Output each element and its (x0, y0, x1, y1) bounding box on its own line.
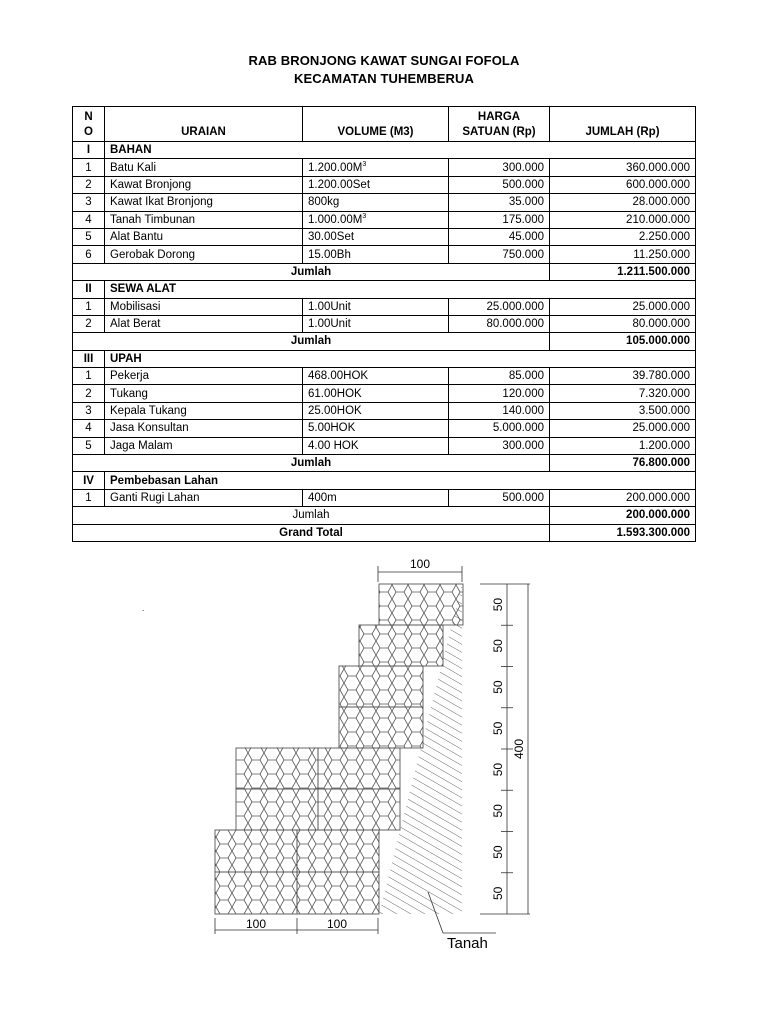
row-no: 6 (73, 246, 105, 263)
table-row (73, 228, 696, 245)
gabion-box (236, 748, 318, 789)
layer-height-label: 50 (491, 639, 505, 653)
row-volume: 1.00Unit (303, 298, 449, 315)
grand-total-label: Grand Total (73, 524, 550, 541)
row-no: 4 (73, 211, 105, 228)
table-row (73, 159, 696, 176)
grand-total-value: 1.593.300.000 (550, 524, 696, 541)
row-no: 4 (73, 420, 105, 437)
row-volume: $1.000.00M^3$ (303, 211, 449, 228)
row-volume: 1.200.00Set (303, 176, 449, 193)
stray-dot: . (142, 604, 145, 613)
row-jumlah: 11.250.000 (550, 246, 696, 263)
row-no: 2 (73, 315, 105, 332)
layer-height-label: 50 (491, 721, 505, 736)
bronjong-cross-section-drawing (200, 550, 530, 955)
section-name: Pembebasan Lahan (105, 472, 696, 489)
layer-height-label: 50 (491, 845, 505, 859)
row-jumlah: 600.000.000 (550, 176, 696, 193)
row-no: 5 (73, 228, 105, 245)
subtotal-label: Jumlah (73, 263, 550, 280)
row-no: 2 (73, 176, 105, 193)
row-jumlah: 360.000.000 (550, 159, 696, 176)
row-no: 1 (73, 298, 105, 315)
row-harga: 35.000 (449, 194, 550, 211)
row-harga: 500.000 (449, 176, 550, 193)
header-no (73, 107, 105, 142)
document-title: RAB BRONJONG KAWAT SUNGAI FOFOLA (248, 53, 520, 68)
row-uraian: Kawat Ikat Bronjong (105, 194, 303, 211)
table-row (73, 211, 696, 228)
row-no: 3 (73, 194, 105, 211)
row-volume: 4.00 HOK (303, 437, 449, 454)
row-harga: 5.000.000 (449, 420, 550, 437)
row-volume: 61.00HOK (303, 385, 449, 402)
table-row (73, 315, 696, 332)
table-row (73, 489, 696, 506)
row-volume: 25.00HOK (303, 402, 449, 419)
layer-height-label: 50 (491, 680, 505, 694)
table-row (73, 246, 696, 263)
subtotal-value: 76.800.000 (550, 455, 696, 472)
row-jumlah: 2.250.000 (550, 228, 696, 245)
row-jumlah: 80.000.000 (550, 315, 696, 332)
row-uraian: Gerobak Dorong (105, 246, 303, 263)
row-harga: 85.000 (449, 368, 550, 385)
layer-height-label: 50 (491, 804, 505, 818)
row-harga: 300.000 (449, 159, 550, 176)
document-subtitle: KECAMATAN TUHEMBERUA (294, 71, 474, 86)
header-harga (449, 107, 550, 142)
subtotal-label: Jumlah (73, 333, 550, 350)
section-name: UPAH (105, 350, 696, 367)
row-no: 1 (73, 159, 105, 176)
total-height-label: 400 (512, 738, 526, 760)
gabion-box (359, 625, 443, 666)
section-name: BAHAN (105, 142, 696, 159)
subtotal-label: Jumlah (73, 455, 550, 472)
top-dimension (378, 557, 462, 582)
section-header-row (73, 350, 696, 367)
row-volume: 30.00Set (303, 228, 449, 245)
gabion-box (318, 789, 400, 830)
header-harga-bottom: SATUAN (Rp) (462, 126, 536, 138)
row-volume: 400m (303, 489, 449, 506)
row-uraian: Mobilisasi (105, 298, 303, 315)
header-harga-top: HARGA (477, 111, 521, 123)
gabion-box (215, 830, 297, 872)
table-row (73, 298, 696, 315)
row-jumlah: 210.000.000 (550, 211, 696, 228)
row-harga: 750.000 (449, 246, 550, 263)
row-jumlah: 39.780.000 (550, 368, 696, 385)
row-volume: 1.00Unit (303, 315, 449, 332)
gabion-box (339, 666, 423, 707)
row-volume: 5.00HOK (303, 420, 449, 437)
table-row (73, 402, 696, 419)
row-jumlah: 1.200.000 (550, 437, 696, 454)
row-uraian: Batu Kali (105, 159, 303, 176)
header-uraian: URAIAN (105, 107, 303, 142)
row-no: 1 (73, 368, 105, 385)
table-header-row (73, 107, 696, 142)
subtotal-row (73, 455, 696, 472)
gabion-box (215, 872, 297, 914)
grand-total-row (73, 524, 696, 541)
row-harga: 140.000 (449, 402, 550, 419)
bottom-dimension (215, 917, 378, 934)
row-jumlah: 25.000.000 (550, 420, 696, 437)
row-no: 3 (73, 402, 105, 419)
table-row (73, 194, 696, 211)
row-jumlah: 25.000.000 (550, 298, 696, 315)
section-header-row (73, 472, 696, 489)
gabion-box (379, 584, 463, 625)
row-jumlah: 3.500.000 (550, 402, 696, 419)
row-uraian: Jaga Malam (105, 437, 303, 454)
row-uraian: Tukang (105, 385, 303, 402)
bottom-width-label-1: 100 (245, 917, 267, 931)
row-uraian: Alat Berat (105, 315, 303, 332)
row-harga: 80.000.000 (449, 315, 550, 332)
row-harga: 175.000 (449, 211, 550, 228)
header-volume: VOLUME (M3) (303, 107, 449, 142)
layer-height-label: 50 (491, 597, 505, 612)
row-uraian: Alat Bantu (105, 228, 303, 245)
table-row (73, 368, 696, 385)
height-dimensions (480, 584, 530, 914)
header-jumlah: JUMLAH (Rp) (550, 107, 696, 142)
table-row (73, 385, 696, 402)
header-no-bottom: O (84, 126, 93, 138)
subtotal-row (73, 333, 696, 350)
row-no: 2 (73, 385, 105, 402)
top-width-label: 100 (409, 557, 431, 571)
row-uraian: Kepala Tukang (105, 402, 303, 419)
subtotal-row (73, 263, 696, 280)
gabion-box (236, 789, 318, 830)
row-volume: 468.00HOK (303, 368, 449, 385)
row-jumlah: 7.320.000 (550, 385, 696, 402)
table-row (73, 176, 696, 193)
section-roman: IV (73, 472, 105, 489)
row-harga: 500.000 (449, 489, 550, 506)
gabion-box (318, 748, 400, 789)
section-name: SEWA ALAT (105, 281, 696, 298)
gabion-box (297, 830, 379, 872)
bottom-width-label-2: 100 (326, 917, 348, 931)
row-volume: 800kg (303, 194, 449, 211)
row-jumlah: 200.000.000 (550, 489, 696, 506)
layer-height-label: 50 (491, 762, 505, 777)
subtotal-value: 200.000.000 (550, 507, 696, 524)
row-uraian: Jasa Konsultan (105, 420, 303, 437)
gabion-box (297, 872, 379, 914)
row-no: 5 (73, 437, 105, 454)
row-uraian: Tanah Timbunan (105, 211, 303, 228)
section-roman: II (73, 281, 105, 298)
subtotal-row (73, 507, 696, 524)
layer-height-label: 50 (491, 886, 505, 901)
table-row (73, 437, 696, 454)
row-uraian: Ganti Rugi Lahan (105, 489, 303, 506)
table-row (73, 420, 696, 437)
row-jumlah: 28.000.000 (550, 194, 696, 211)
row-volume: 15.00Bh (303, 246, 449, 263)
volume-superscript: 3 (362, 160, 367, 168)
row-harga: 300.000 (449, 437, 550, 454)
row-harga: 25.000.000 (449, 298, 550, 315)
section-header-row (73, 281, 696, 298)
row-harga: 45.000 (449, 228, 550, 245)
section-roman: I (73, 142, 105, 159)
volume-superscript: 3 (362, 212, 367, 220)
section-roman: III (73, 350, 105, 367)
rab-table (72, 106, 696, 542)
header-no-top: N (84, 111, 93, 123)
row-uraian: Kawat Bronjong (105, 176, 303, 193)
gabion-box (339, 707, 423, 748)
row-harga: 120.000 (449, 385, 550, 402)
subtotal-label: Jumlah (73, 507, 550, 524)
row-volume: $1.200.00M^3$ (303, 159, 449, 176)
row-no: 1 (73, 489, 105, 506)
section-header-row (73, 142, 696, 159)
row-uraian: Pekerja (105, 368, 303, 385)
subtotal-value: 105.000.000 (550, 333, 696, 350)
soil-label: Tanah (447, 935, 488, 952)
subtotal-value: 1.211.500.000 (550, 263, 696, 280)
